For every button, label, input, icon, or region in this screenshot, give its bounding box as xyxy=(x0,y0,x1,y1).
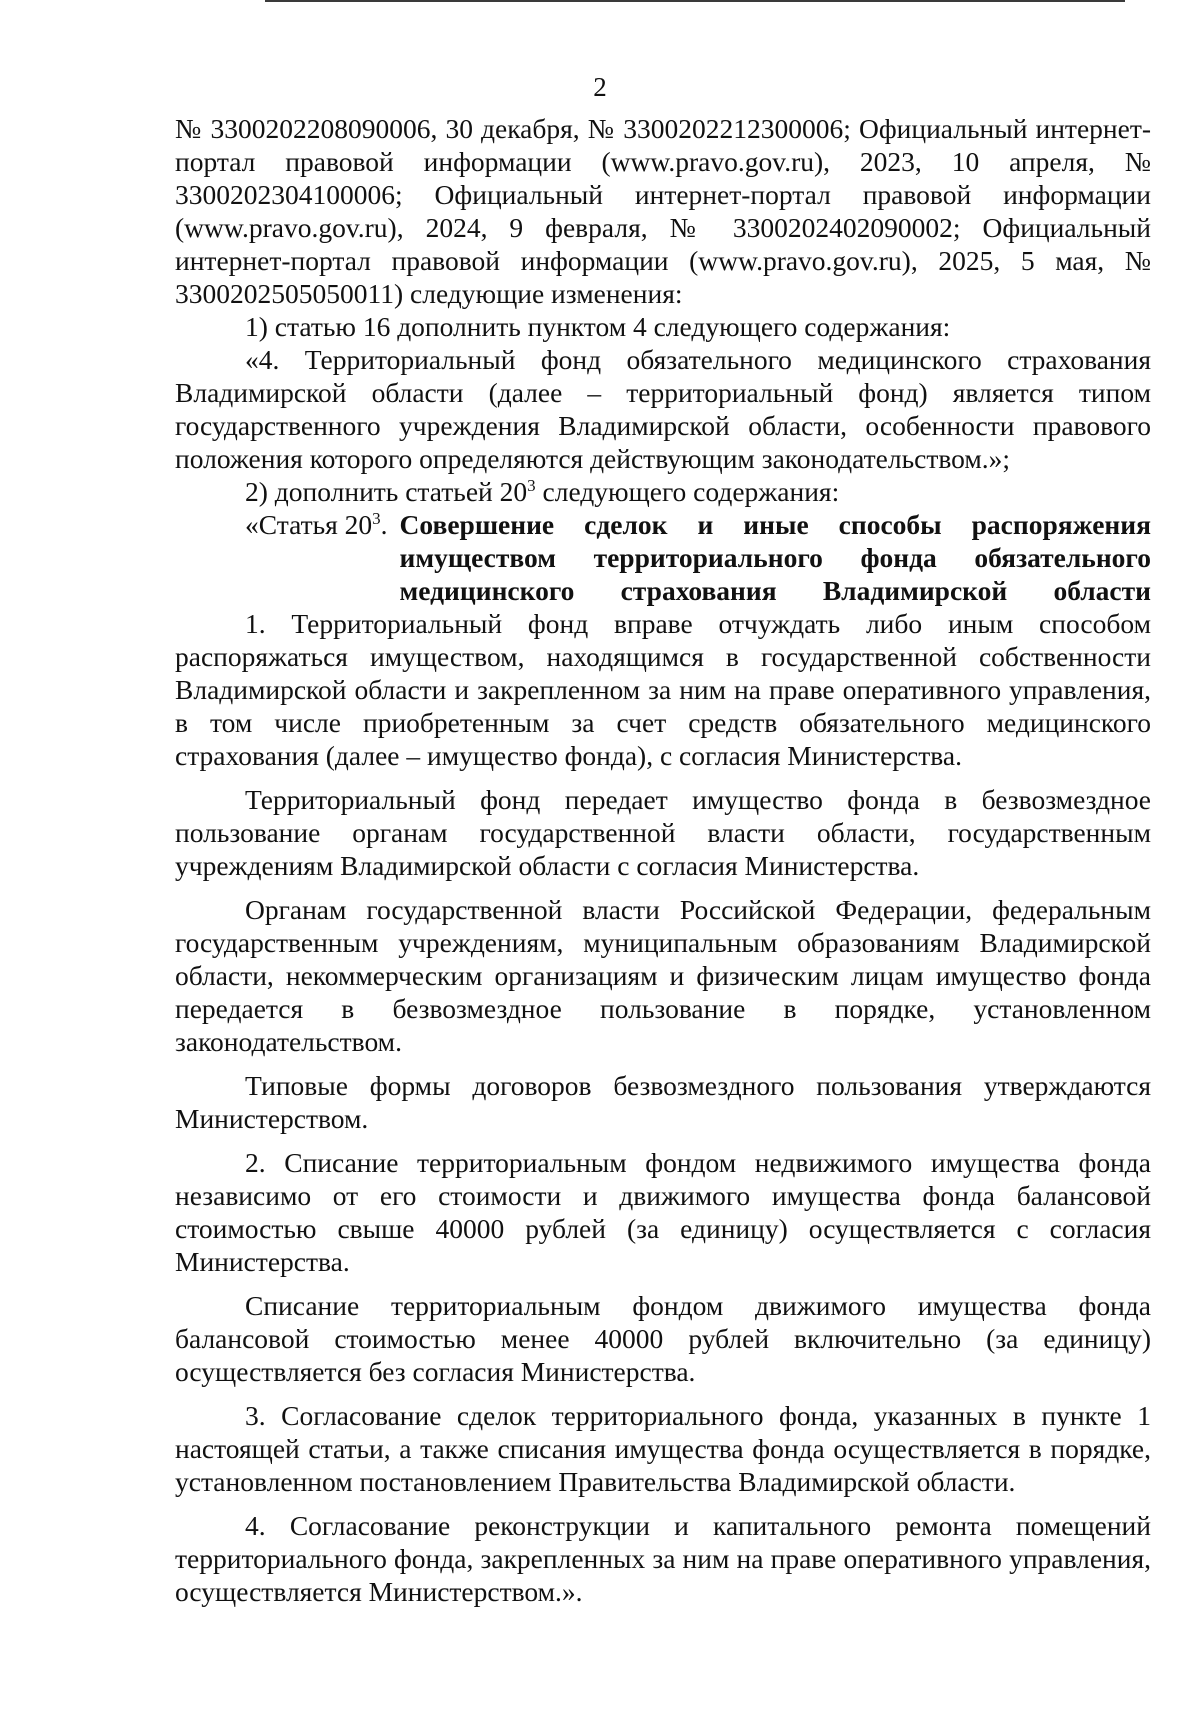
amendment-item-1-text: «4. Территориальный фонд обязательного медицинского страхования Владимирской области (далее – территориальный фонд) является типом государственного учреждения Владимирской области, особенности правового положения которого определяются действующим законодательством.»; xyxy=(175,344,1151,474)
paragraph-6: Списание территориальным фондом движимого имущества фонда балансовой стоимостью менее 40000 рублей включительно (за единицу) осуществляется без согласия Министерства. xyxy=(175,1290,1151,1387)
article-label xyxy=(175,508,388,607)
paragraph-2: Территориальный фонд передает имущество фонда в безвозмездное пользование органам государственной власти области, государственным учреждениям Владимирской области с согласия Министерства. xyxy=(175,784,1151,881)
paragraph-7: 3. Согласование сделок территориального фонда, указанных в пункте 1 настоящей статьи, а также списания имущества фонда осуществляется в порядке, установленном постановлением Правительства Владимирской области. xyxy=(175,1400,1151,1497)
paragraph-4: Типовые формы договоров безвозмездного пользования утверждаются Министерством. xyxy=(175,1070,1151,1134)
article-label-suffix: . xyxy=(380,509,388,540)
intro-continuation: № 3300202208090006, 30 декабря, № 3300202212300006; Официальный интернет-портал правовой информации (www.pravo.gov.ru), 2023, 10 апреля, № 3300202304100006; Официальный интернет-портал правовой информации (www.pravo.gov.ru), 2024, 9 февраля, № 3300202402090002; Официальный интернет-портал правовой информации (www.pravo.gov.ru), 2025, 5 мая, № 3300202505050011) следующие изменения: xyxy=(175,113,1151,309)
amendment-item-2-suffix: следующего содержания: xyxy=(535,476,840,507)
paragraph-5: 2. Списание территориальным фондом недвижимого имущества фонда независимо от его стоимости и движимого имущества фонда балансовой стоимостью свыше 40000 рублей (за единицу) осуществляется с согласия Министерства. xyxy=(175,1147,1151,1277)
page-number: 2 xyxy=(593,72,607,102)
top-border-line xyxy=(265,0,1125,2)
paragraph-1: 1. Территориальный фонд вправе отчуждать либо иным способом распоряжаться имуществом, находящимся в государственной собственности Владимирской области и закрепленном за ним на праве оперативного управления, в том числе приобретенным за счет средств обязательного медицинского страхования (далее – имущество фонда), с согласия Министерства. xyxy=(175,608,1151,771)
paragraph-8: 4. Согласование реконструкции и капитального ремонта помещений территориального фонда, закрепленных за ним на праве оперативного управления, осуществляется Министерством.». xyxy=(175,1510,1151,1607)
amendment-item-2 xyxy=(175,475,1151,508)
amendment-item-2-superscript: 3 xyxy=(527,475,536,495)
article-title: Совершение сделок и иные способы распоряжения имуществом территориального фонда обязательного медицинского страхования Владимирской области xyxy=(399,509,1151,606)
amendment-item-2-prefix: 2) дополнить статьей 20 xyxy=(245,476,528,507)
article-heading xyxy=(175,508,1151,607)
article-label-prefix: «Статья 20 xyxy=(245,509,373,540)
amendment-item-1: 1) статью 16 дополнить пунктом 4 следующего содержания: xyxy=(245,311,951,342)
document-body xyxy=(175,112,1151,1608)
paragraph-3: Органам государственной власти Российской Федерации, федеральным государственным учреждениям, муниципальным образованиям Владимирской области, некоммерческим организациям и физическим лицам имущество фонда передается в безвозмездное пользование в порядке, установленном законодательством. xyxy=(175,894,1151,1057)
article-label-superscript: 3 xyxy=(372,508,381,528)
